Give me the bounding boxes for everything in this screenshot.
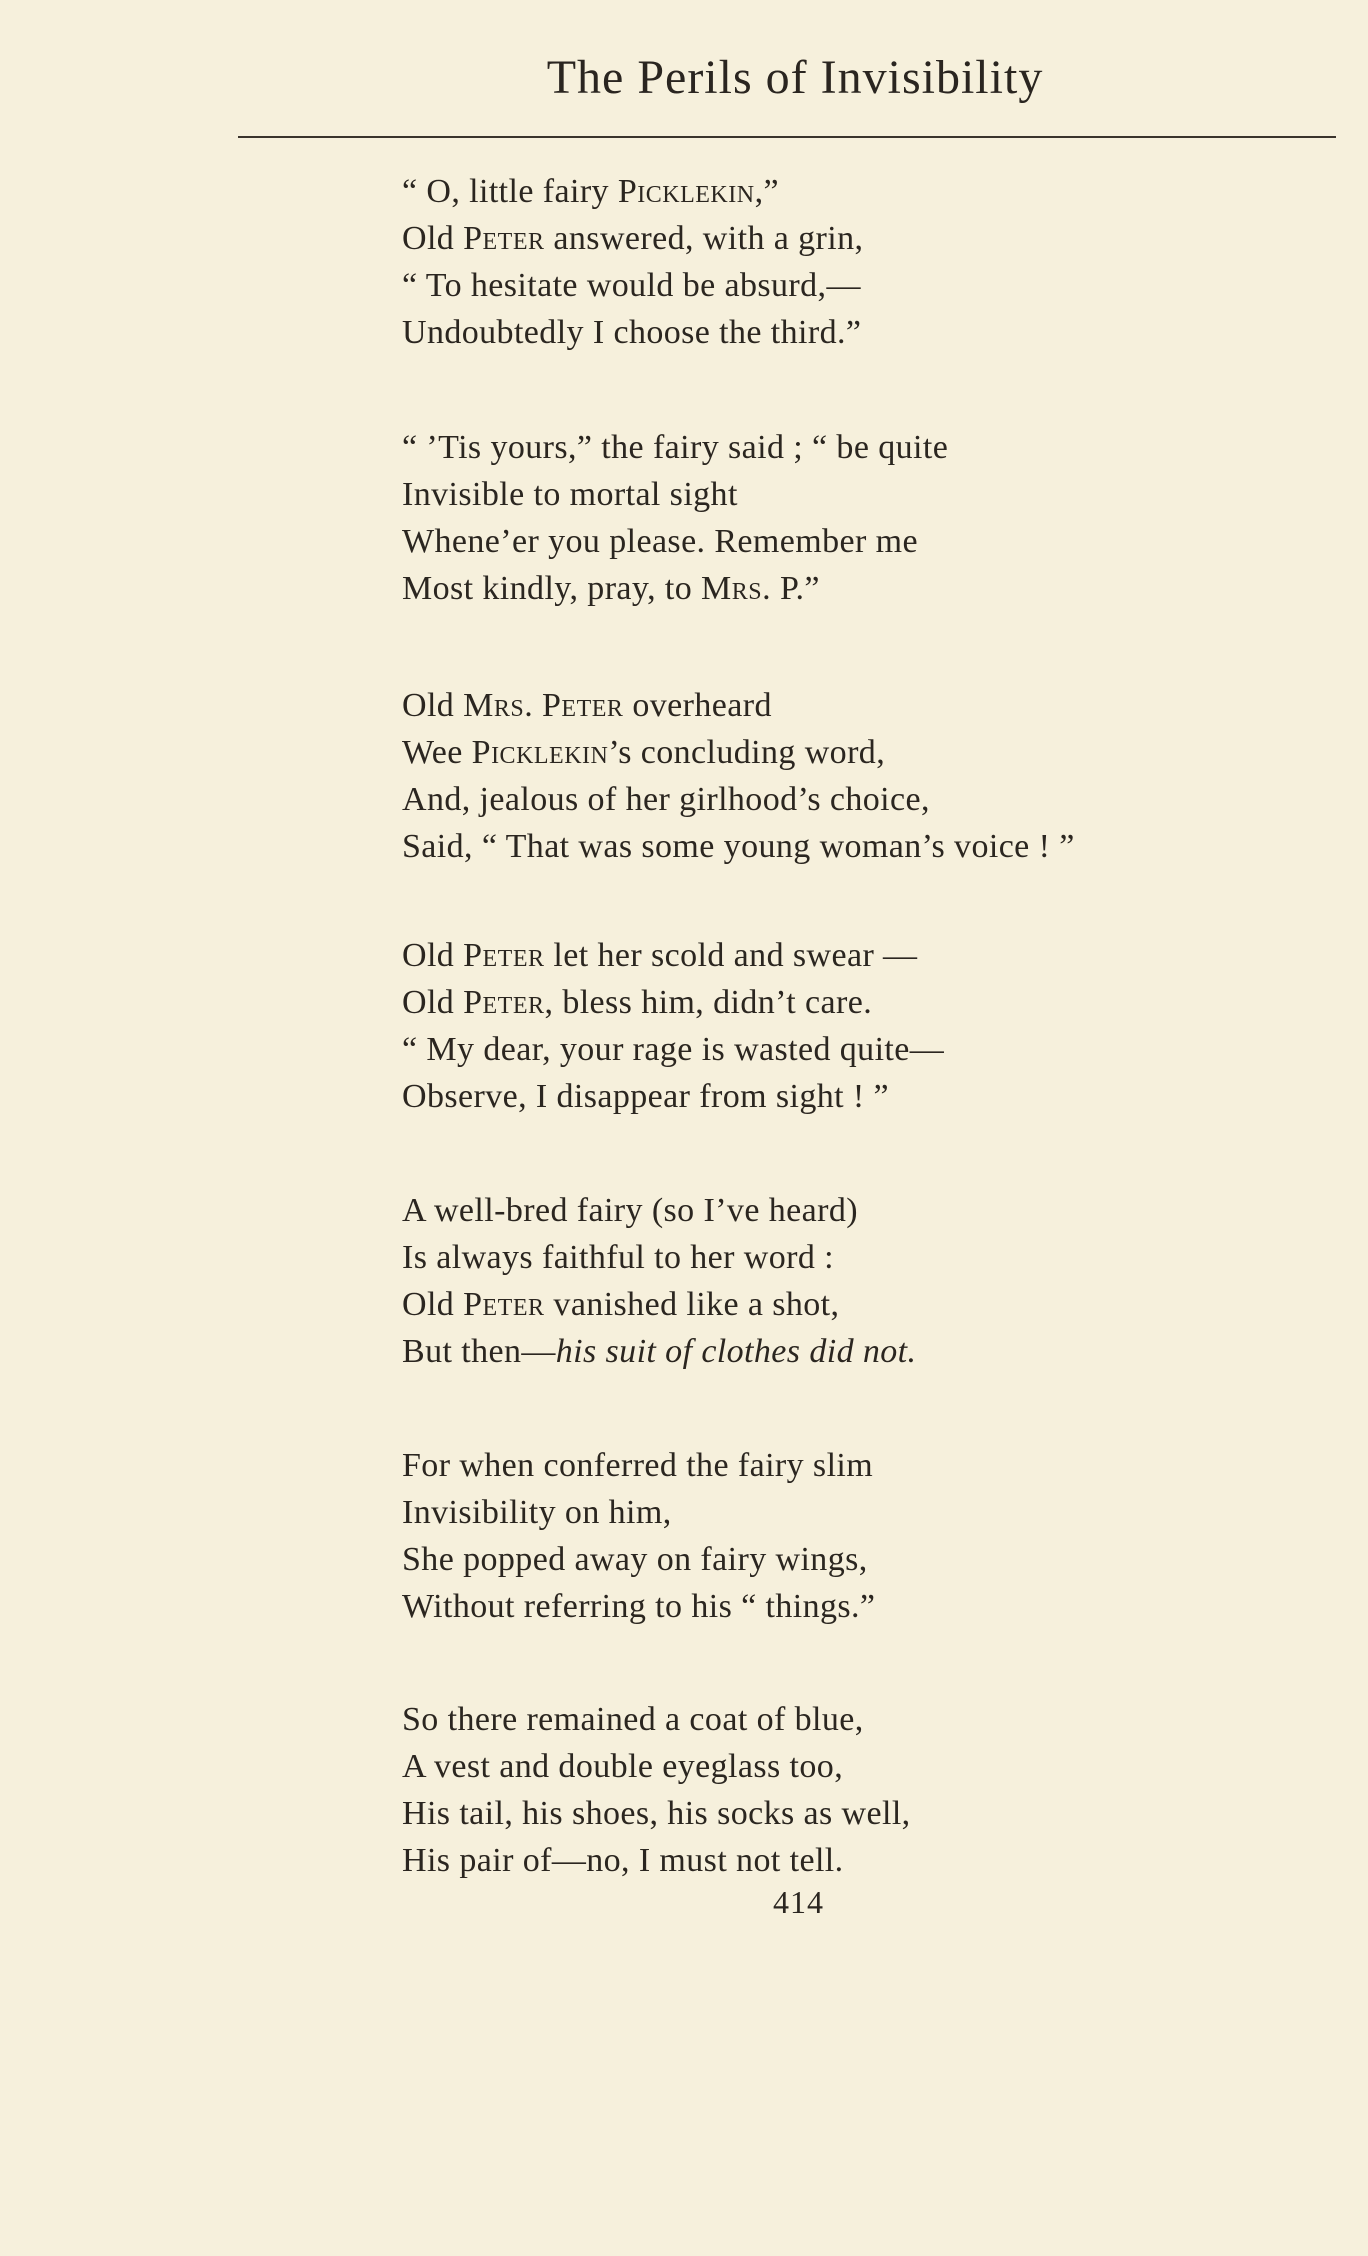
- verse-line: Observe, I disappear from sight ! ”: [402, 1078, 890, 1115]
- verse-text: Old: [402, 984, 464, 1021]
- verse-line: Undoubtedly I choose the third.”: [402, 314, 862, 351]
- verse-line: [402, 932, 1282, 979]
- verse-line: A well-bred fairy (so I’ve heard): [402, 1192, 858, 1229]
- verse-text: ’s concluding word,: [608, 734, 886, 771]
- verse-line: [402, 1281, 1282, 1328]
- stanza-1: [402, 168, 1282, 356]
- verse-line: His tail, his shoes, his socks as well,: [402, 1795, 911, 1832]
- stanza-6: [402, 1442, 1282, 1630]
- verse-line: Whene’er you please. Remember me: [402, 523, 918, 560]
- stanza-4: [402, 932, 1282, 1120]
- verse-text: .: [524, 687, 543, 724]
- italic-verse-text: his suit of clothes did not.: [555, 1333, 917, 1370]
- character-name: Mrs: [463, 687, 525, 724]
- verse-line: [402, 168, 1282, 215]
- verse-line: A vest and double eyeglass too,: [402, 1748, 844, 1785]
- stanza-5: [402, 1187, 1282, 1375]
- verse-line: Is always faithful to her word :: [402, 1239, 835, 1276]
- character-name: Peter: [542, 687, 624, 724]
- verse-line: For when conferred the fairy slim: [402, 1447, 874, 1484]
- verse-line: She popped away on fairy wings,: [402, 1541, 868, 1578]
- verse-text: Old: [402, 937, 464, 974]
- character-name: Peter: [463, 937, 545, 974]
- character-name: Picklekin: [617, 173, 755, 210]
- verse-line: [402, 979, 1282, 1026]
- character-name: Picklekin: [471, 734, 609, 771]
- verse-line: [402, 565, 1282, 612]
- verse-text: “ O, little fairy: [402, 173, 618, 210]
- verse-line: And, jealous of her girlhood’s choice,: [402, 781, 930, 818]
- verse-line: [402, 729, 1282, 776]
- running-title: The Perils of Invisibility: [546, 51, 1044, 104]
- verse-text: Old: [402, 220, 464, 257]
- verse-line: [402, 682, 1282, 729]
- verse-text: Most kindly, pray, to: [402, 570, 702, 607]
- verse-text: , bless him, didn’t care.: [544, 984, 873, 1021]
- stanza-2: [402, 424, 1282, 612]
- header-rule: [238, 136, 1336, 138]
- verse-line: “ ’Tis yours,” the fairy said ; “ be quite: [402, 429, 949, 466]
- character-name: Peter: [463, 220, 545, 257]
- verse-line: “ My dear, your rage is wasted quite—: [402, 1031, 945, 1068]
- verse-text: Wee: [402, 734, 472, 771]
- verse-line: So there remained a coat of blue,: [402, 1701, 864, 1738]
- verse-line: Invisible to mortal sight: [402, 476, 738, 513]
- verse-line: His pair of—no, I must not tell.: [402, 1842, 844, 1879]
- page-number: 414: [773, 1884, 824, 1920]
- verse-text: . P.”: [762, 570, 820, 607]
- verse-text: Old: [402, 687, 464, 724]
- verse-line: Without referring to his “ things.”: [402, 1588, 876, 1625]
- verse-text: answered, with a grin,: [544, 220, 864, 257]
- verse-line: [402, 1328, 1282, 1375]
- verse-line: Said, “ That was some young woman’s voice ! ”: [402, 828, 1075, 865]
- verse-text: vanished like a shot,: [544, 1286, 840, 1323]
- character-name: Peter: [463, 1286, 545, 1323]
- verse-line: [402, 215, 1282, 262]
- character-name: Peter: [463, 984, 545, 1021]
- verse-text: Old: [402, 1286, 464, 1323]
- verse-text: ,”: [754, 173, 779, 210]
- character-name: Mrs: [701, 570, 763, 607]
- verse-text: overheard: [623, 687, 772, 724]
- verse-line: “ To hesitate would be absurd,—: [402, 267, 861, 304]
- verse-text: let her scold and swear —: [544, 937, 918, 974]
- verse-line: Invisibility on him,: [402, 1494, 672, 1531]
- stanza-7: [402, 1696, 1282, 1884]
- stanza-3: [402, 682, 1282, 870]
- verse-text: But then—: [402, 1333, 556, 1370]
